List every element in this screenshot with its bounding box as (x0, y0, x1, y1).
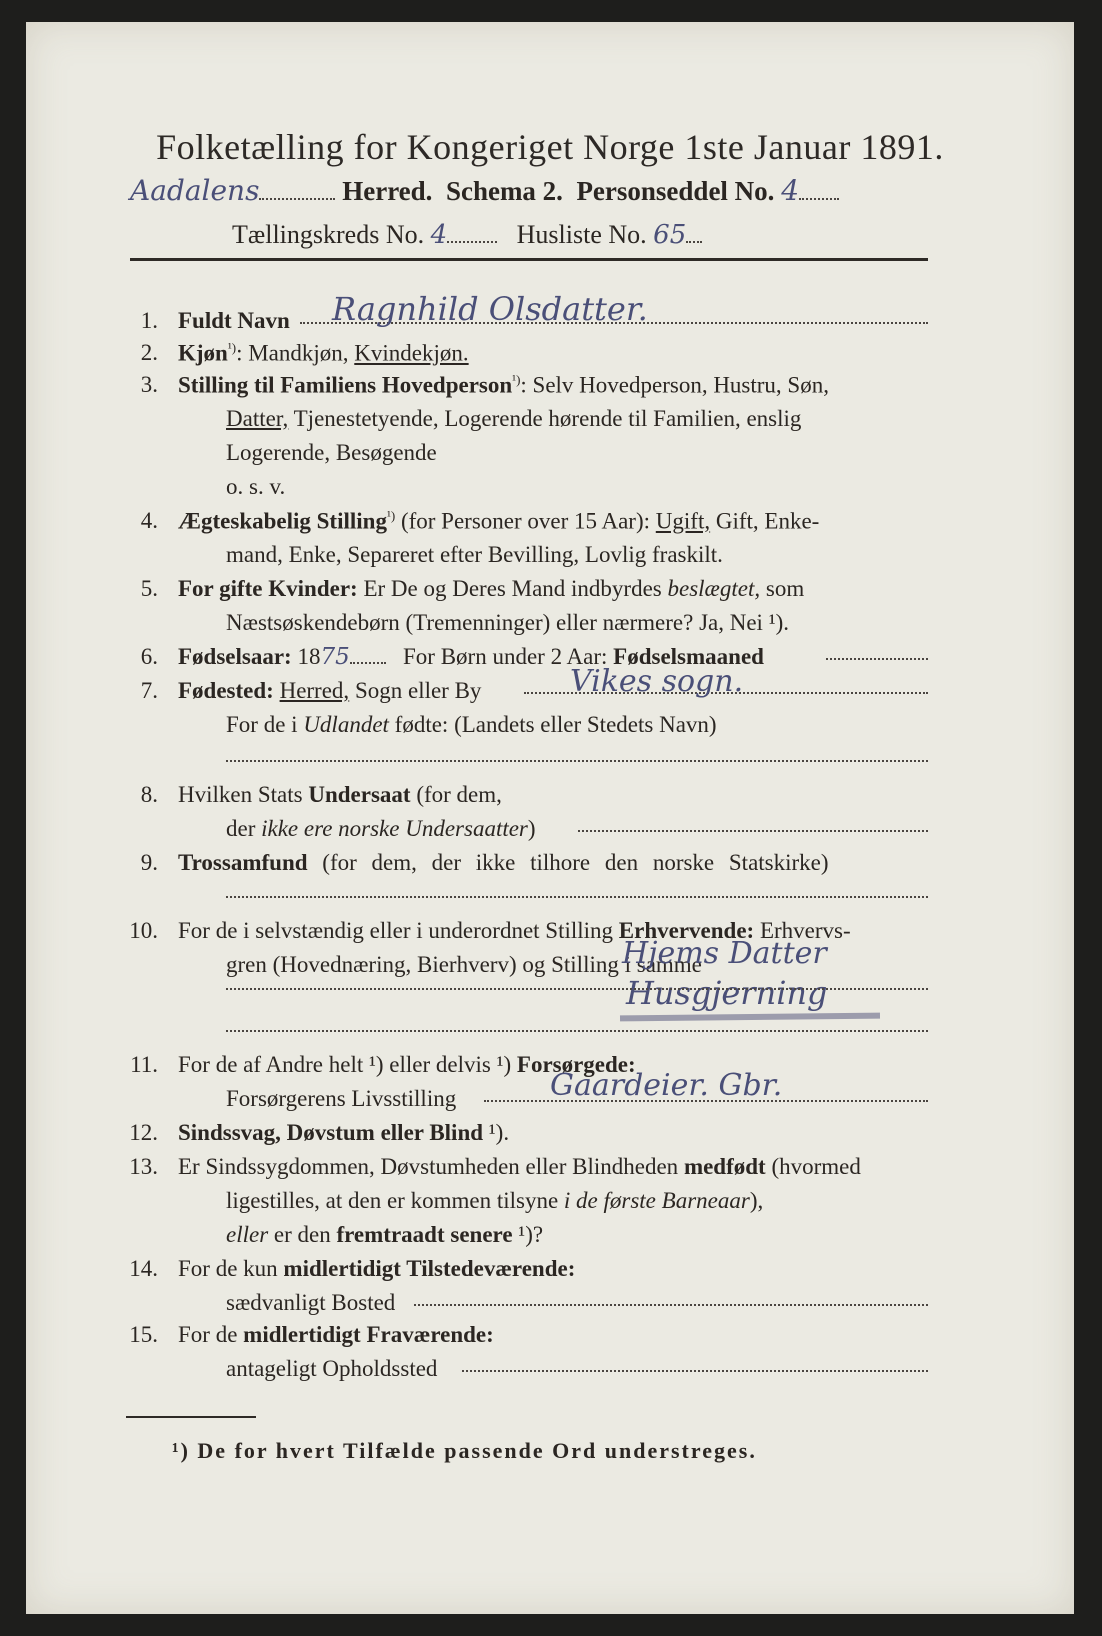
item-8-text2: (for dem, (410, 782, 502, 807)
item-14-line-1 (178, 1256, 575, 1282)
item-4-text1: (for Personer over 15 Aar): (395, 508, 656, 534)
item-3-number: 3. (140, 372, 158, 397)
item-10-dotted-line (226, 988, 928, 990)
personseddel-label: Personseddel No. (576, 176, 775, 206)
item-15-line-2: antageligt Opholdssted (226, 1356, 438, 1381)
item-8-text1: Hvilken Stats (178, 782, 309, 807)
item-15-number: 15. (129, 1322, 158, 1347)
item-7-text3: fødte: (Landets eller Stedets Navn) (388, 712, 717, 737)
item-14-line-2: sædvanligt Bosted (226, 1290, 396, 1315)
item-13-text5: er den (268, 1222, 337, 1247)
item-8-line-2 (226, 816, 536, 842)
item-5-label: For gifte Kvinder: (178, 576, 358, 601)
item-1-name (178, 308, 290, 334)
item-3-text2: Tjenestetyende, Logerende hørende til Familien, enslig (288, 406, 802, 431)
herred-label: Herred. (342, 176, 433, 206)
item-10-text2: Erhvervs- (754, 918, 851, 943)
item-4-line-2: mand, Enke, Separeret efter Bevilling, Lovlig fraskilt. (226, 542, 723, 567)
item-13-number: 13. (129, 1154, 158, 1179)
item-13-italic2: eller (226, 1222, 269, 1247)
item-13-text6: ¹)? (512, 1222, 544, 1247)
item-3-label: Stilling til Familiens Hovedperson (178, 372, 513, 398)
item-10-pencil-underline (620, 1013, 880, 1022)
item-10-value-1: Hjems Datter (622, 936, 827, 971)
item-4-number: 4. (140, 508, 158, 533)
item-10-label: Erhvervende: (618, 918, 755, 943)
item-7-text2: For de i (226, 712, 304, 737)
item-9-number: 9. (140, 850, 158, 875)
item-6-number: 6. (140, 644, 158, 669)
item-3-line-1 (178, 372, 829, 399)
item-5-text1: Er De og Deres Mand indbyrdes (357, 576, 668, 601)
item-5-italic: beslægtet, (667, 576, 761, 601)
kreds-value: 4 (430, 220, 448, 250)
item-4-label: Ægteskabelig Stilling (178, 508, 387, 534)
item-8-italic: ikke ere norske Undersaatter (261, 816, 528, 841)
item-7-dotted-line-2 (226, 760, 928, 762)
census-form-sheet (26, 22, 1074, 1614)
item-2-gender (178, 340, 469, 367)
personseddel-value: 4 (781, 174, 800, 207)
item-13-label: medfødt (683, 1154, 766, 1179)
herred-row (130, 174, 839, 207)
item-3-line-2 (226, 406, 801, 432)
item-7-label: Fødested: (178, 678, 274, 703)
item-10-dotted-line-2 (226, 1030, 928, 1032)
item-7-line-2 (226, 712, 717, 738)
item-7-text1: Sogn eller By (349, 678, 482, 703)
item-6-text: For Børn under 2 Aar: (403, 644, 614, 669)
item-1-value: Ragnhild Olsdatter. (332, 290, 648, 328)
item-10-text1: For de i selvstændig eller i underordnet Stilling (178, 918, 619, 943)
item-12-number: 12. (129, 1120, 158, 1145)
item-14-text1: For de kun (178, 1256, 284, 1281)
item-12-line (178, 1120, 509, 1146)
item-1-label: Fuldt Navn (178, 308, 290, 333)
item-8-label: Undersaat (308, 782, 411, 807)
husliste-value: 65 (653, 220, 687, 250)
item-4-text2: Gift, Enke- (710, 508, 820, 534)
item-5-number: 5. (140, 576, 158, 601)
item-5-line-1 (178, 576, 804, 602)
item-3-selected: Datter, (226, 406, 289, 431)
item-13-text4: ), (749, 1188, 764, 1213)
item-10-number: 10. (129, 918, 158, 943)
item-4-line-1 (178, 508, 819, 535)
item-11-line-2: Forsørgerens Livsstilling (226, 1086, 457, 1111)
kreds-row (232, 220, 702, 250)
form-title: Folketælling for Kongeriget Norge 1ste Januar 1891. (156, 127, 944, 167)
item-4-sup: ¹) (386, 508, 396, 523)
item-12-text: ¹). (483, 1120, 510, 1145)
item-9-dotted-line (226, 896, 928, 898)
item-5-line-2: Næstsøskendebørn (Tremenninger) eller nærmere? Ja, Nei ¹). (226, 610, 790, 635)
item-14-number: 14. (129, 1256, 158, 1281)
item-8-dotted-line (578, 830, 928, 832)
item-11-value: Gaardeier. Gbr. (550, 1068, 783, 1103)
item-7-selected: Herred, (279, 678, 350, 703)
item-11-number: 11. (130, 1052, 158, 1077)
item-7-italic: Udlandet (303, 712, 389, 737)
item-3-line-4: o. s. v. (226, 474, 286, 499)
item-6-dotted-line (826, 658, 928, 660)
item-6-label2: Fødselsmaaned (613, 644, 764, 669)
item-14-label: midlertidigt Tilstedeværende: (283, 1256, 576, 1281)
item-8-number: 8. (140, 782, 158, 807)
item-11-label: Forsørgede: (516, 1052, 636, 1077)
item-2-number: 2. (140, 340, 158, 365)
item-10-value-2: Husgjerning (626, 974, 828, 1012)
item-6-prefix: 18 (291, 644, 321, 669)
item-8-text4: ) (527, 816, 536, 841)
item-2-sup: ¹) (227, 340, 237, 355)
item-6-label: Fødselsaar: (178, 644, 292, 669)
item-13-italic1: i de første Barneaar (563, 1188, 750, 1213)
kreds-label: Tællingskreds No. (232, 220, 425, 249)
item-13-line-3 (226, 1222, 543, 1248)
item-6-value: 75 (320, 644, 350, 670)
item-15-line-1 (178, 1322, 494, 1348)
item-13-line-2 (226, 1188, 763, 1214)
item-13-text1: Er Sindssygdommen, Døvstumheden eller Blindheden (178, 1154, 684, 1179)
item-8-line-1 (178, 782, 502, 808)
item-8-text3: der (226, 816, 262, 841)
item-15-text1: For de (178, 1322, 244, 1347)
item-3-line-3: Logerende, Besøgende (226, 440, 437, 465)
item-1-number: 1. (140, 308, 158, 333)
item-3-text1: : Selv Hovedperson, Hustru, Søn, (520, 372, 829, 398)
item-7-number: 7. (140, 678, 158, 703)
header-rule (130, 258, 928, 261)
item-13-line-1 (178, 1154, 861, 1180)
item-12-label: Sindssvag, Døvstum eller Blind (178, 1120, 484, 1145)
item-2-selected: Kvindekjøn. (354, 340, 469, 366)
item-7-line-1 (178, 678, 481, 704)
herred-value: Aadalens (130, 174, 260, 207)
item-14-dotted-line (414, 1304, 928, 1306)
footnote: ¹) De for hvert Tilfælde passende Ord understreges. (172, 1438, 757, 1463)
item-13-text3: ligestilles, at den er kommen tilsyne (226, 1188, 564, 1213)
item-11-text1: For de af Andre helt ¹) eller delvis ¹) (178, 1052, 517, 1077)
item-10-line-2: gren (Hovednæring, Bierhverv) og Stilling i samme (226, 952, 702, 977)
item-2-text: : Mandkjøn, (236, 340, 355, 366)
husliste-label: Husliste No. (516, 220, 647, 249)
item-2-label: Kjøn (178, 340, 228, 366)
footnote-rule (126, 1416, 256, 1418)
item-4-selected: Ugift, (655, 508, 711, 534)
item-15-dotted-line (462, 1370, 928, 1372)
item-5-text2: som (760, 576, 805, 601)
item-13-text2: (hvormed (765, 1154, 861, 1179)
item-13-label2: fremtraadt senere (336, 1222, 513, 1247)
item-9-text: (for dem, der ikke tilhore den norske Statskirke) (307, 850, 829, 875)
item-15-label: midlertidigt Fraværende: (243, 1322, 494, 1347)
item-3-sup: ¹) (512, 372, 521, 387)
schema-label: Schema 2. (445, 176, 563, 206)
item-9-label: Trossamfund (178, 850, 308, 875)
item-9-line (178, 850, 829, 876)
item-7-value: Vikes sogn. (570, 664, 744, 699)
